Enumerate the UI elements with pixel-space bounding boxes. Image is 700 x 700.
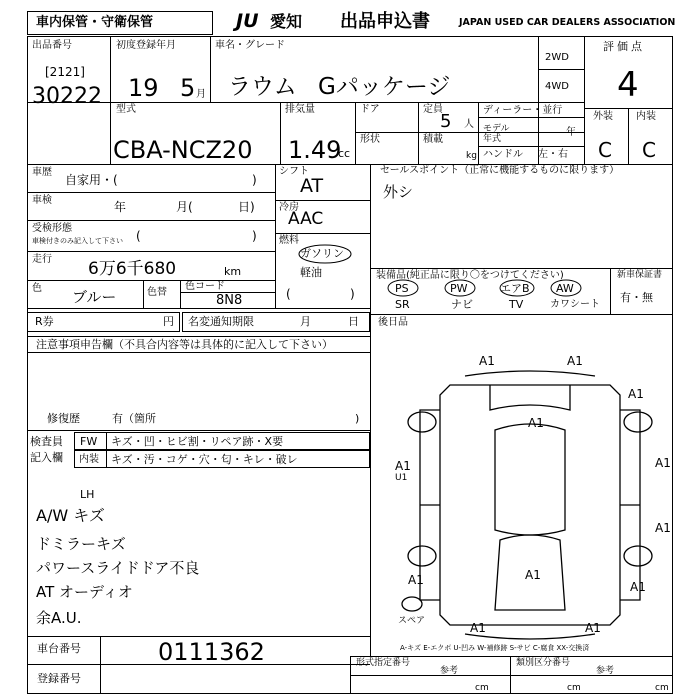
color-code-label: 色コード bbox=[185, 281, 225, 292]
repair-value: 有（箇所 bbox=[112, 412, 156, 425]
note-line-2: ドミラーキズ bbox=[36, 535, 126, 553]
doors-label: ドア bbox=[360, 104, 380, 115]
registration-no-label: 登録番号 bbox=[37, 672, 81, 685]
acceptance-open: ( bbox=[136, 229, 141, 243]
shape-label: 形状 bbox=[360, 134, 380, 145]
damage-mark-9: A1 bbox=[408, 573, 424, 587]
displacement-label: 排気量 bbox=[285, 104, 315, 115]
damage-mark-1: A1 bbox=[479, 354, 495, 368]
usage-close: ) bbox=[252, 173, 257, 187]
rear-label: 後日品 bbox=[378, 317, 408, 328]
footer-cm-3: cm bbox=[655, 683, 669, 693]
equip-tv: TV bbox=[509, 298, 524, 311]
load-label: 積載 bbox=[423, 134, 443, 145]
color-label: 色 bbox=[32, 283, 42, 294]
selling-points-label: セールスポイント（正常に機能するものに限ります） bbox=[380, 165, 620, 176]
fuel-gasoline: ガソリン bbox=[300, 247, 344, 260]
footer-ref-1: 参考 bbox=[440, 666, 459, 676]
displacement-unit: cc bbox=[338, 147, 351, 160]
type-value: CBA-NCZ20 bbox=[113, 136, 253, 164]
drive-2wd: 2WD bbox=[545, 52, 569, 63]
shaken-month: 月( bbox=[176, 200, 193, 214]
registration-month-unit: 月 bbox=[196, 89, 206, 100]
damage-mark-13: A1 bbox=[585, 621, 601, 635]
selling-points-handwritten: 外シ bbox=[383, 183, 414, 201]
acceptance-label: 受検形態 bbox=[32, 223, 72, 234]
equip-leather-seat: カワシート bbox=[550, 299, 600, 310]
footer-cm-2: cm bbox=[567, 683, 581, 693]
shaken-day: 日) bbox=[238, 200, 255, 214]
aircon-value: AAC bbox=[288, 209, 324, 229]
model-grade: Gパッケージ bbox=[318, 74, 451, 100]
fuel-diesel: 軽油 bbox=[300, 266, 322, 279]
registration-label: 初度登録年月 bbox=[116, 40, 176, 51]
model-label: 車名・グレード bbox=[215, 40, 285, 51]
shift-label: シフト bbox=[279, 166, 309, 177]
mileage-value: 6万6千680 bbox=[88, 259, 177, 279]
note-line-4: AT オーディオ bbox=[36, 583, 133, 601]
name-change-day: 日 bbox=[348, 315, 359, 328]
interior-grade: C bbox=[642, 138, 656, 162]
dealer-label: ディーラー・並行 bbox=[483, 105, 563, 116]
logo-region: 愛知 bbox=[270, 12, 303, 31]
footer-cm-1: cm bbox=[475, 683, 489, 693]
damage-legend: A-キズ E-エクボ U-凹み W-補修跡 S-サビ C-腐食 XX-交換済 bbox=[400, 644, 590, 652]
fuel-close: ) bbox=[350, 287, 355, 301]
aircon-label: 冷房 bbox=[279, 202, 299, 213]
note-line-5: 余A.U. bbox=[36, 609, 82, 627]
registration-year: 19 bbox=[128, 74, 159, 102]
shaken-label: 車検 bbox=[32, 195, 52, 206]
form-title: 出品申込書 bbox=[340, 11, 430, 32]
capacity-label: 定員 bbox=[423, 104, 443, 115]
equip-pw: PW bbox=[450, 282, 468, 295]
footer-ref-2: 参考 bbox=[596, 666, 615, 676]
footer-class-label: 類別区分番号 bbox=[516, 658, 571, 668]
equip-sr: SR bbox=[395, 298, 410, 311]
repair-label: 修復歴 bbox=[47, 412, 80, 425]
spare-label: スペア bbox=[398, 616, 426, 626]
usage-value: 自家用・( bbox=[65, 173, 118, 187]
grade-score: 4 bbox=[617, 65, 639, 105]
color-code-value: 8N8 bbox=[216, 293, 243, 308]
warranty-label: 新車保証書 bbox=[617, 270, 663, 280]
fuel-open: ( bbox=[286, 287, 291, 301]
color-change-label: 色替 bbox=[147, 287, 167, 298]
capacity-unit: 人 bbox=[464, 119, 474, 130]
capacity-value: 5 bbox=[440, 111, 452, 132]
damage-mark-3: A1 bbox=[528, 416, 544, 430]
shift-value: AT bbox=[300, 175, 324, 197]
inspector-label-1: 検査員 bbox=[30, 435, 63, 448]
footer-spec-label: 形式指定番号 bbox=[356, 658, 411, 668]
notes-label: 注意事項申告欄（不具合内容等は具体的に記入して下さい） bbox=[36, 338, 333, 351]
color-value: ブルー bbox=[72, 288, 117, 306]
shaken-year: 年 bbox=[114, 200, 127, 214]
lot-label: 出品番号 bbox=[32, 40, 72, 51]
equip-ps: PS bbox=[395, 282, 409, 295]
year-unit: 年 bbox=[566, 127, 576, 138]
ju-logo: JU bbox=[236, 10, 259, 32]
chassis-label: 車台番号 bbox=[37, 642, 81, 655]
damage-mark-12: A1 bbox=[470, 621, 486, 635]
damage-mark-10: A1 bbox=[525, 568, 541, 582]
inspector-row-2-text: キズ・汚・コゲ・穴・匂・キレ・破レ bbox=[111, 453, 298, 466]
warranty-value: 有・無 bbox=[620, 291, 653, 304]
drive-4wd: 4WD bbox=[545, 81, 569, 92]
lot-number: 30222 bbox=[32, 84, 102, 109]
acceptance-close: ) bbox=[252, 229, 257, 243]
equip-aw: AW bbox=[556, 282, 574, 295]
model-year-label: モデル年式 bbox=[483, 124, 510, 144]
damage-mark-6: U1 bbox=[395, 473, 408, 483]
note-line-3: パワースライドドア不良 bbox=[36, 559, 200, 577]
car-diagram bbox=[0, 0, 1, 1]
usage-label: 車歴 bbox=[32, 167, 52, 178]
inspector-interior: 内装 bbox=[79, 454, 99, 465]
name-change-label: 名変通知期限 bbox=[188, 315, 254, 328]
damage-mark-4: A1 bbox=[628, 387, 644, 401]
registration-month: 5 bbox=[180, 74, 196, 102]
handle-label: ハンドル bbox=[483, 149, 523, 160]
association-name: JAPAN USED CAR DEALERS ASSOCIATION bbox=[459, 17, 676, 28]
damage-mark-8: A1 bbox=[655, 521, 671, 535]
storage-text: 車内保管・守衛保管 bbox=[36, 15, 154, 30]
fuel-label: 燃料 bbox=[279, 235, 299, 246]
recycle-label: R券 bbox=[35, 315, 54, 328]
inspector-label-2: 記入欄 bbox=[30, 451, 63, 464]
mileage-label: 走行 bbox=[32, 254, 52, 265]
damage-mark-7: A1 bbox=[655, 456, 671, 470]
model-name: ラウム bbox=[228, 74, 297, 100]
exterior-grade: C bbox=[598, 138, 612, 162]
chassis-value: 0111362 bbox=[158, 638, 265, 666]
damage-mark-5: A1 bbox=[395, 459, 411, 473]
mileage-unit: km bbox=[224, 265, 242, 278]
exterior-label: 外装 bbox=[593, 111, 613, 122]
note-line-1: A/W キズ bbox=[36, 506, 105, 525]
lot-sub-number: [2121] bbox=[45, 65, 85, 79]
inspector-row-1-text: キズ・凹・ヒビ割・リペア跡・X要 bbox=[111, 435, 284, 448]
damage-mark-11: A1 bbox=[630, 580, 646, 594]
recycle-unit: 円 bbox=[163, 315, 174, 328]
inspector-fw: FW bbox=[80, 435, 98, 448]
equipment-label: 装備品(純正品に限り〇をつけてください) bbox=[376, 270, 564, 281]
damage-mark-2: A1 bbox=[567, 354, 583, 368]
displacement-value: 1.49 bbox=[288, 136, 342, 164]
load-unit: kg bbox=[466, 151, 477, 161]
acceptance-sub: 車検付きのみ記入して下さい bbox=[32, 237, 123, 245]
equip-airbag: エアB bbox=[500, 282, 530, 295]
equip-navi: ナビ bbox=[451, 298, 473, 311]
grade-label: 評価点 bbox=[603, 40, 645, 53]
name-change-month: 月 bbox=[300, 315, 311, 328]
repair-close: ) bbox=[355, 412, 360, 425]
handle-value: 左・右 bbox=[538, 149, 568, 160]
type-label: 型式 bbox=[116, 104, 136, 115]
note-line-lh: LH bbox=[80, 488, 95, 501]
interior-label: 内装 bbox=[636, 111, 656, 122]
